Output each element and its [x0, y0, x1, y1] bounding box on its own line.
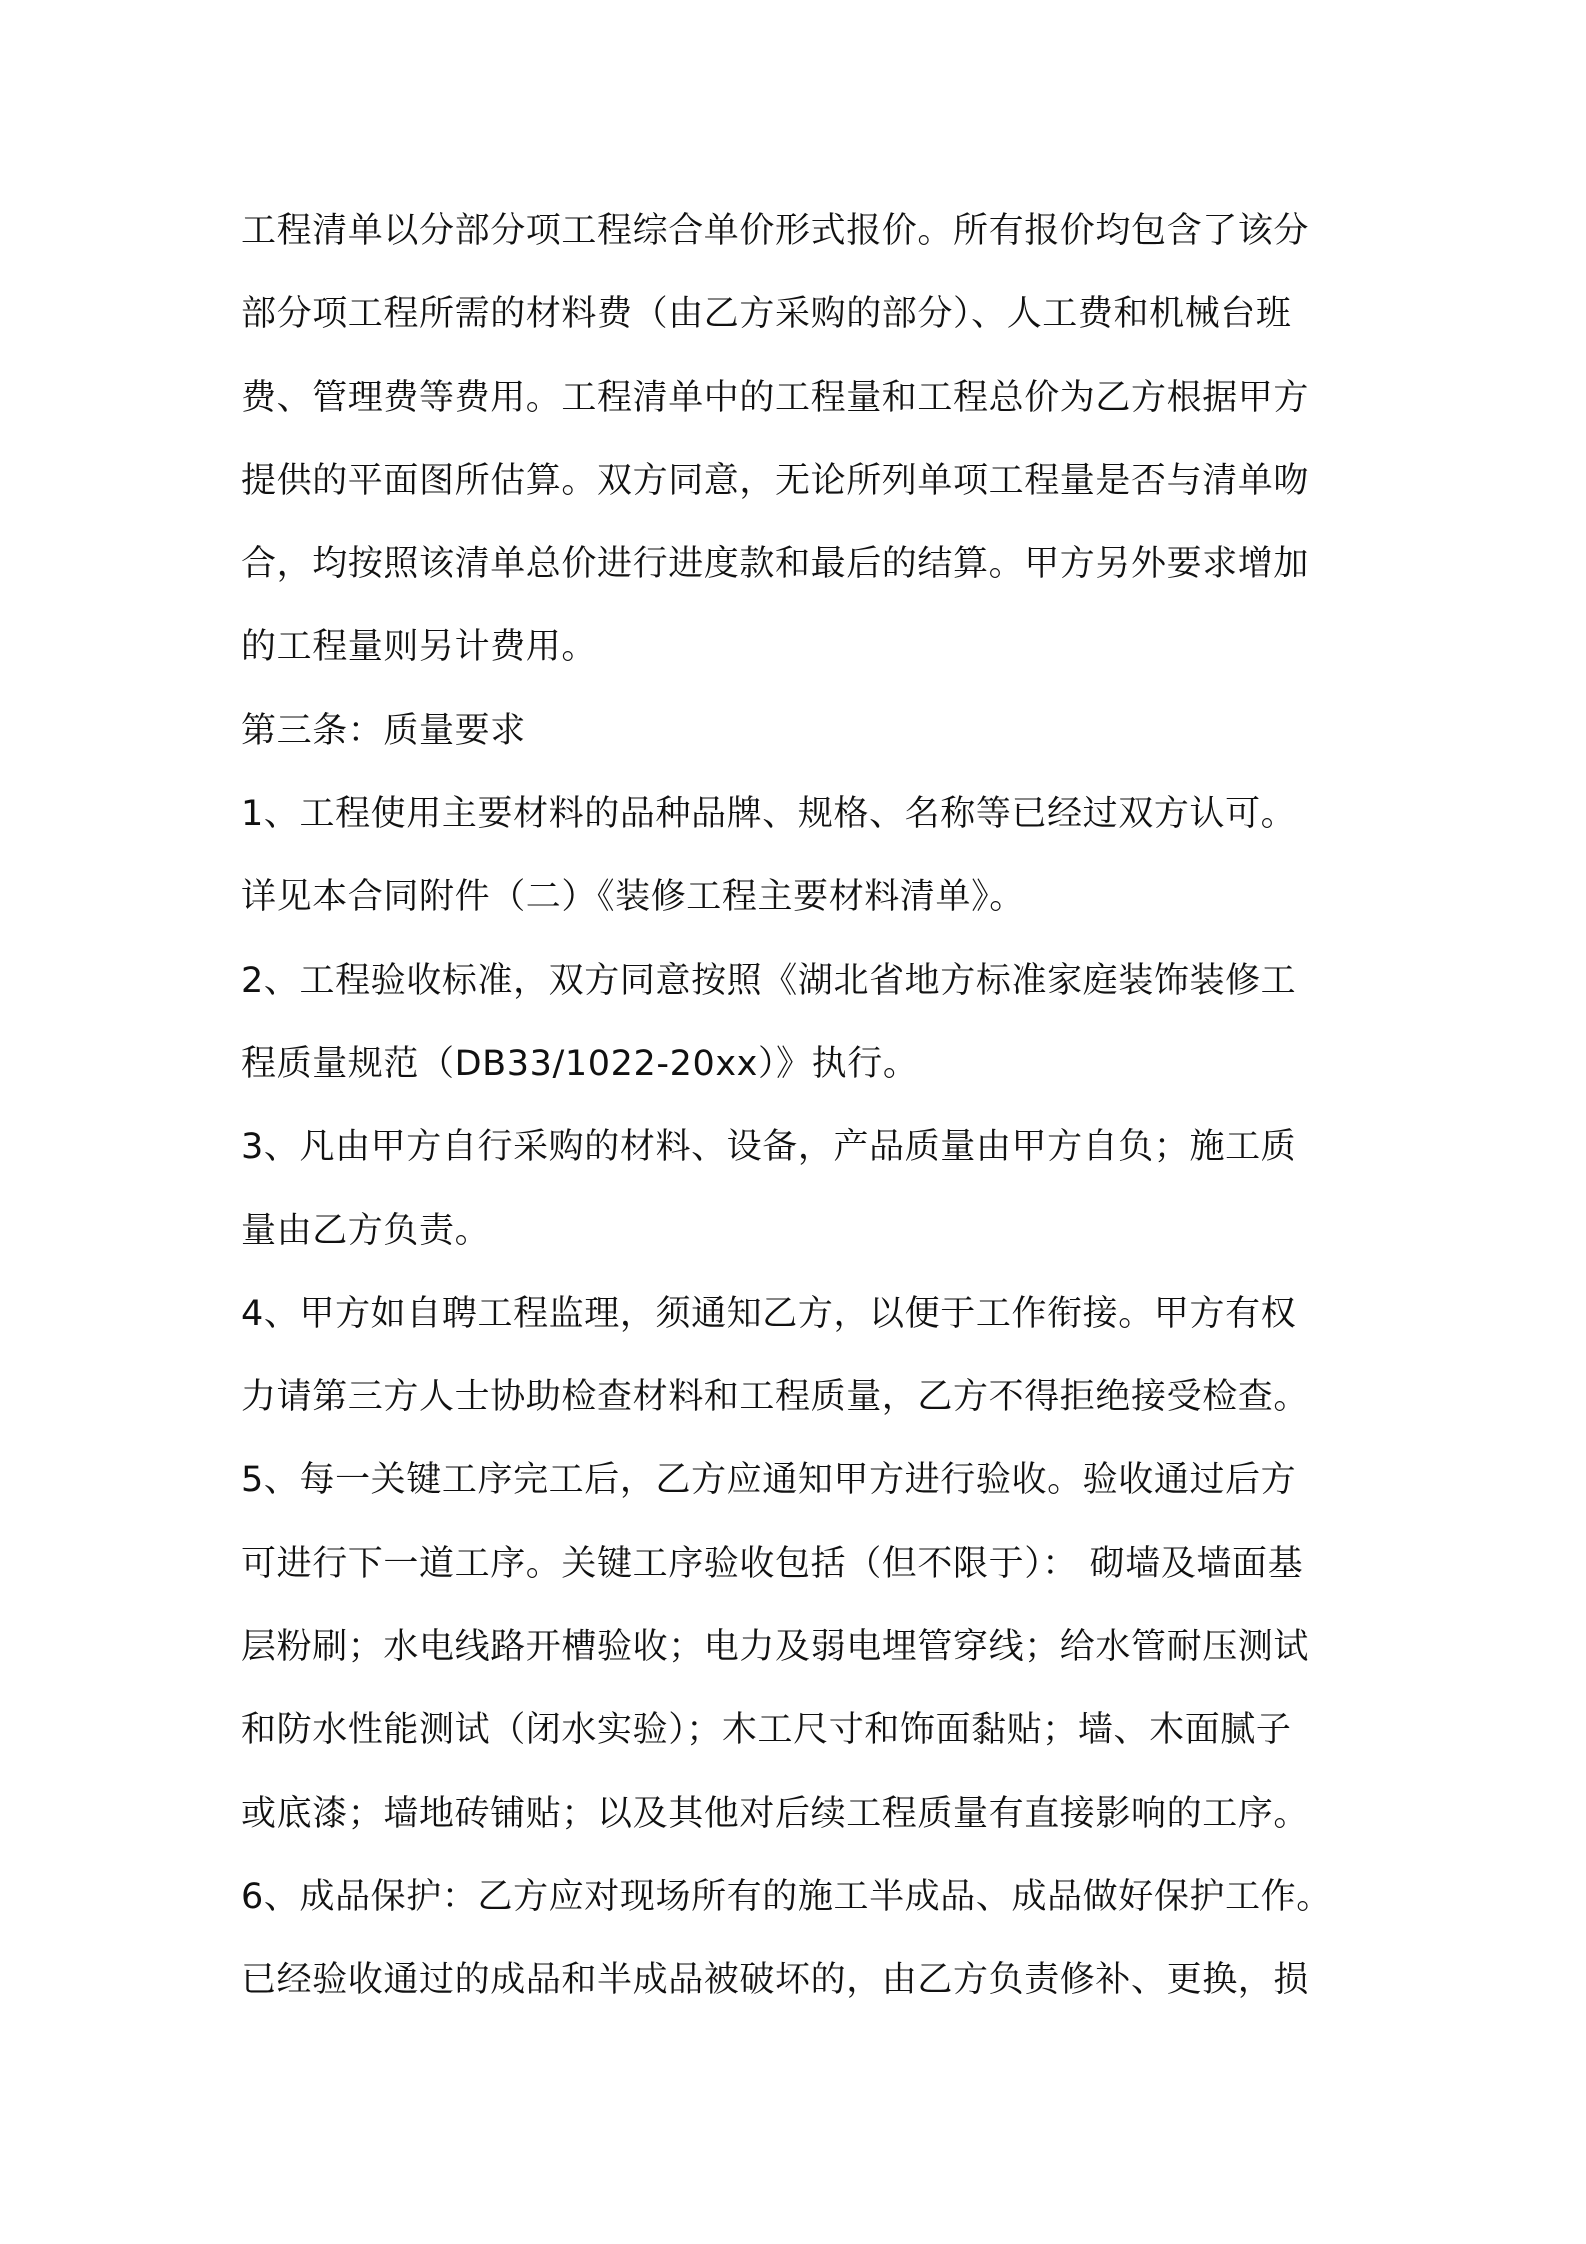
- text-line: 5、每一关键工序完工后，乙方应通知甲方进行验收。验收通过后方: [241, 1460, 1297, 1501]
- text-line: 程质量规范（DB33/1022-20xx）》执行。: [241, 1043, 919, 1084]
- text-line: 4、甲方如自聘工程监理，须通知乙方，以便于工作衔接。甲方有权: [241, 1293, 1297, 1334]
- text-line: 力请第三方人士协助检查材料和工程质量，乙方不得拒绝接受检查。: [241, 1377, 1310, 1418]
- text-line: 工程清单以分部分项工程综合单价形式报价。所有报价均包含了该分: [241, 211, 1310, 251]
- text-line: 已经验收通过的成品和半成品被破坏的，由乙方负责修补、更换，损: [241, 1960, 1310, 2001]
- text-line: 的工程量则另计费用。: [241, 627, 598, 668]
- text-line: 量由乙方负责。: [241, 1210, 491, 1251]
- text-line: 1、工程使用主要材料的品种品牌、规格、名称等已经过双方认可。: [241, 794, 1297, 835]
- section-heading: 第三条：质量要求: [241, 710, 526, 751]
- text-line: 3、凡由甲方自行采购的材料、设备，产品质量由甲方自负；施工质: [241, 1127, 1297, 1168]
- text-line: 提供的平面图所估算。双方同意，无论所列单项工程量是否与清单吻: [241, 460, 1310, 501]
- text-line: 可进行下一道工序。关键工序验收包括（但不限于）： 砌墙及墙面基: [241, 1543, 1304, 1584]
- text-line: 或底漆；墙地砖铺贴；以及其他对后续工程质量有直接影响的工序。: [241, 1793, 1310, 1834]
- text-line: 费、管理费等费用。工程清单中的工程量和工程总价为乙方根据甲方: [241, 377, 1310, 418]
- text-line: 层粉刷；水电线路开槽验收；电力及弱电埋管穿线；给水管耐压测试: [241, 1627, 1310, 1668]
- text-line: 合，均按照该清单总价进行进度款和最后的结算。甲方另外要求增加: [241, 544, 1310, 585]
- text-line: 和防水性能测试（闭水实验）；木工尺寸和饰面黏贴；墙、木面腻子: [241, 1710, 1292, 1751]
- text-line: 部分项工程所需的材料费（由乙方采购的部分）、人工费和机械台班: [241, 294, 1292, 335]
- text-line: 6、成品保护：乙方应对现场所有的施工半成品、成品做好保护工作。: [241, 1876, 1332, 1917]
- text-line: 2、工程验收标准，双方同意按照《湖北省地方标准家庭装饰装修工: [241, 960, 1297, 1001]
- document-body: [241, 190, 1381, 2023]
- text-line: 详见本合同附件（二）《装修工程主要材料清单》。: [241, 877, 1025, 918]
